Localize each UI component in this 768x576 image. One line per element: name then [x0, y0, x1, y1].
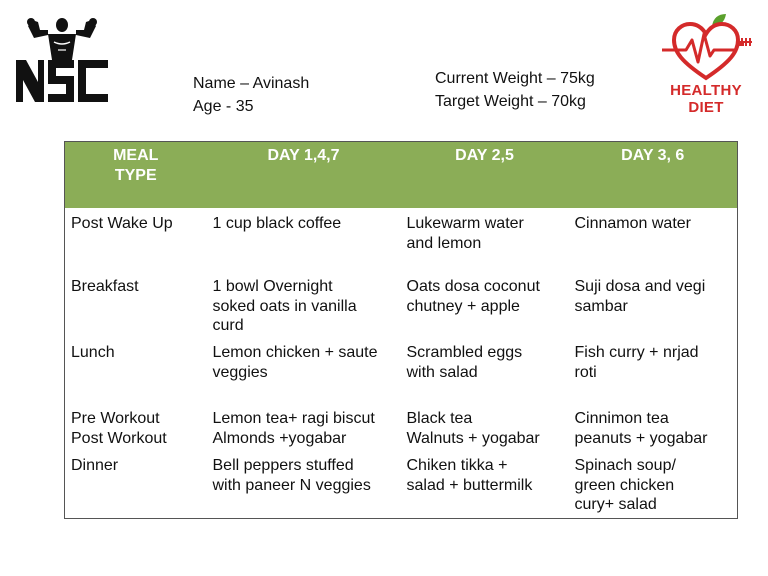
- name-line: Name – Avinash: [193, 75, 310, 92]
- header-line: DAY 3, 6: [621, 147, 685, 164]
- day-3-6-cell: Fish curry + nrjad roti: [574, 344, 699, 381]
- day-3-6-cell: Cinnimon tea peanuts + yogabar: [574, 410, 708, 447]
- table-row: [65, 456, 738, 518]
- header-day-2-5: [401, 142, 569, 209]
- table-row: [65, 208, 738, 277]
- person-info: [193, 72, 309, 118]
- day-1-4-7-cell: Lemon tea+ ragi biscut Almonds +yogabar: [212, 410, 375, 447]
- current-weight-line: Current Weight – 75kg: [435, 70, 595, 87]
- table-row: [65, 343, 738, 409]
- header-line: MEAL: [113, 147, 159, 164]
- meal-type-cell: Post Wake Up: [71, 215, 173, 232]
- header-meal-type: [65, 142, 207, 209]
- day-2-5-cell: Chiken tikka + salad + buttermilk: [406, 457, 533, 494]
- meal-plan-table: [64, 141, 738, 519]
- day-1-4-7-cell: Bell peppers stuffed with paneer N veggies: [212, 457, 371, 494]
- meal-type-cell: Lunch: [71, 344, 115, 361]
- table-row: [65, 277, 738, 343]
- day-1-4-7-cell: 1 bowl Overnight soked oats in vanilla curd: [212, 278, 357, 334]
- day-2-5-cell: Black tea Walnuts + yogabar: [406, 410, 540, 447]
- table-row: [65, 409, 738, 456]
- day-3-6-cell: Cinnamon water: [574, 215, 691, 232]
- table-header-row: [65, 142, 738, 209]
- bodybuilder-icon: [14, 16, 110, 104]
- header-line: DAY 1,4,7: [267, 147, 340, 164]
- day-2-5-cell: Scrambled eggs with salad: [406, 344, 523, 381]
- header-day-1-4-7: [207, 142, 401, 209]
- meal-type-cell: Breakfast: [71, 278, 139, 295]
- header-line: TYPE: [114, 167, 157, 184]
- weight-info: [435, 67, 595, 113]
- nsc-logo: [14, 16, 110, 104]
- day-1-4-7-cell: 1 cup black coffee: [212, 215, 342, 232]
- meal-type-cell: Dinner: [71, 457, 119, 474]
- day-1-4-7-cell: Lemon chicken + saute veggies: [212, 344, 378, 381]
- heart-pulse-fork-icon: [652, 12, 760, 84]
- healthy-diet-text: HEALTHY DIET: [670, 82, 742, 116]
- day-3-6-cell: Suji dosa and vegi sambar: [574, 278, 706, 315]
- age-line: Age - 35: [193, 98, 254, 115]
- day-3-6-cell: Spinach soup/ green chicken cury+ salad: [574, 457, 676, 513]
- target-weight-line: Target Weight – 70kg: [435, 93, 586, 110]
- day-2-5-cell: Lukewarm water and lemon: [406, 215, 524, 252]
- header-line: DAY 2,5: [455, 147, 514, 164]
- header-day-3-6: [569, 142, 738, 209]
- healthy-diet-logo: [652, 12, 760, 116]
- day-2-5-cell: Oats dosa coconut chutney + apple: [406, 278, 540, 315]
- meal-type-cell: Pre Workout Post Workout: [71, 410, 167, 447]
